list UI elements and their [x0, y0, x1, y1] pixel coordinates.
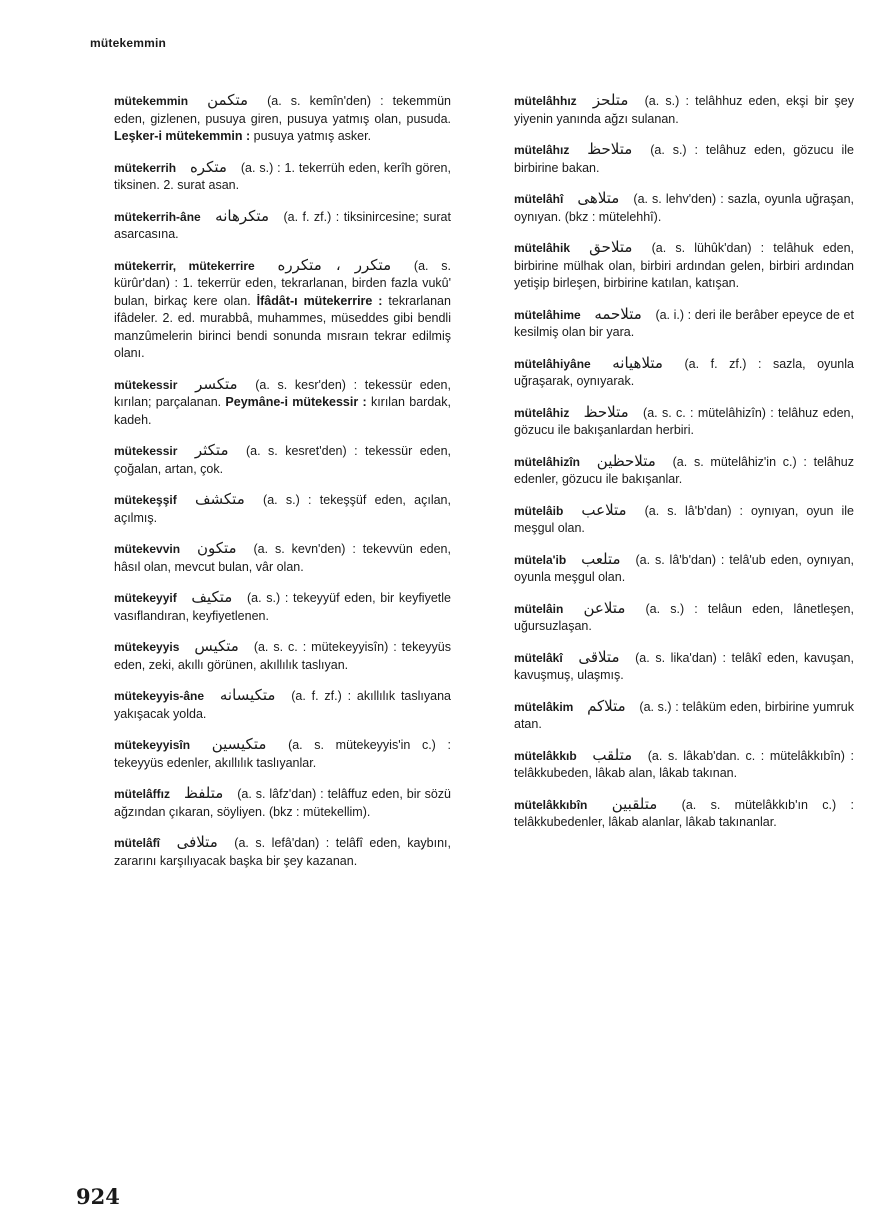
entry-definition: (a. s. lâ'b'dan) : telâ'ub eden, oynıyan, oyunla meşgul olan. — [514, 552, 854, 584]
entry-arabic-script: متكون — [196, 539, 237, 557]
entry-arabic-script: متلاحظ — [587, 140, 633, 158]
entry-definition: (a. f. zf.) : tiksinircesine; surat asarcasına. — [114, 209, 451, 241]
dictionary-entry — [478, 141, 854, 177]
dictionary-entry — [78, 491, 451, 527]
dictionary-entry — [78, 638, 451, 674]
entry-arabic-script: متلعب — [581, 549, 621, 568]
dictionary-entry — [78, 208, 451, 244]
entry-definition: (a. i.) : deri ile berâber epeyce de et kesilmiş olan bir yara. — [514, 307, 854, 339]
entry-definition: (a. s.) : tekeyyüf eden, bir keyfiyetle vasıflandıran, keyfiyetlenen. — [114, 591, 451, 623]
dictionary-entry — [78, 785, 451, 821]
running-title: mütekemmin — [90, 36, 167, 50]
entry-definition: (a. s. lâfz'dan) : telâffuz eden, bir sözü ağzından çıkaran, söyliyen. (bkz : mütekellim). — [114, 787, 451, 819]
entry-arabic-script: متكمن — [207, 91, 249, 109]
entry-example-meaning: tekrarlanan ifâdeler. 2. ed. murabbâ, muhammes, müseddes gibi bendli manzûmelerin birinci bendi sonunda mısraın tekrar edilmiş olanı. — [114, 293, 451, 360]
dictionary-entry — [78, 834, 451, 870]
entry-definition: (a. s.) : 1. tekerrüh eden, kerîh gören, tiksinen. 2. surat asan. — [114, 160, 451, 192]
entry-arabic-script: متكرر ، متكرره — [277, 255, 392, 274]
entry-arabic-script: متلاقى — [578, 647, 620, 666]
entry-headword: mütelâib — [514, 503, 564, 518]
dictionary-entry — [478, 190, 854, 226]
entry-arabic-script: متكثر — [194, 441, 229, 459]
dictionary-entry — [78, 159, 451, 195]
entry-arabic-script: متلاحظ — [583, 402, 629, 421]
entry-example-meaning: pusuya yatmış asker. — [253, 129, 372, 143]
entry-headword: mütekemmin — [114, 94, 189, 108]
entry-definition: (a. s. lâ'b'dan) : oynıyan, oyun ile meşgul olan. — [514, 503, 854, 535]
entry-definition: (a. s.) : telâhhuz eden, ekşi bir şey yiyenin yanında ağzı sulanan. — [514, 94, 854, 126]
entry-example-meaning: kırılan bardak, kadeh. — [114, 395, 451, 427]
entry-definition: (a. s. kürûr'dan) : 1. tekerrür eden, tekrarlanan, birden fazla vukû' bulan, birkaç kere olan. — [114, 258, 451, 308]
dictionary-entry — [478, 502, 854, 538]
entry-headword: mütekerrih-âne — [114, 209, 201, 224]
dictionary-entry — [478, 239, 854, 293]
entry-definition: (a. s. lâkab'dan. c. : mütelâkkıbîn) : telâkkubeden, lâkab alan, lâkab takınan. — [514, 748, 854, 780]
entry-definition: (a. f. zf.) : sazla, oyunla uğraşarak, oynıyarak. — [514, 356, 854, 388]
dictionary-entry — [78, 736, 451, 772]
entry-headword: mütekessir — [114, 377, 178, 392]
entry-arabic-script: متلفظ — [183, 784, 224, 802]
entry-headword: mütela'ib — [514, 552, 567, 567]
entry-arabic-script: متلقب — [592, 745, 633, 764]
entry-headword: mütelâfî — [114, 836, 161, 850]
entry-definition: (a. s. lefâ'dan) : telâfî eden, kaybını, zararını karşılıyacak başka bir şey kazanan. — [114, 836, 451, 868]
entry-arabic-script: متلاحظين — [596, 451, 656, 470]
entry-headword: mütelâhiyâne — [514, 356, 591, 371]
entry-headword: mütelâkkıbîn — [514, 797, 588, 812]
entry-headword: mütekeyyis — [114, 640, 180, 654]
dictionary-entry — [478, 453, 854, 489]
entry-definition: (a. s. lika'dan) : telâkî eden, kavuşan, kavuşmuş, ulaşmış. — [514, 650, 854, 682]
dictionary-entry — [478, 649, 854, 685]
entry-arabic-script: متلاحق — [589, 238, 633, 256]
entry-definition: (a. s.) : telâhuz eden, gözucu ile birbirine bakan. — [514, 143, 855, 175]
dictionary-entry — [78, 257, 451, 363]
entry-headword: mütekevvin — [114, 542, 181, 556]
entry-definition: (a. s. mütelâkkıb'ın c.) : telâkkubedenler, lâkab alanlar, lâkab takınanlar. — [514, 797, 854, 829]
entry-headword: mütelâhizîn — [514, 454, 581, 469]
entry-definition: (a. s. mütelâhiz'in c.) : telâhuz edenler, gözucu ile bakışanlar. — [514, 454, 854, 486]
left-column — [78, 92, 451, 883]
entry-definition: (a. s.) : telâun eden, lânetleşen, uğursuzlaşan. — [514, 601, 854, 633]
entry-arabic-script: متلاهيانه — [612, 353, 663, 372]
entry-headword: mütelâkî — [514, 650, 563, 665]
dictionary-entry — [78, 92, 451, 146]
dictionary-entry — [478, 551, 854, 587]
entry-arabic-script: متلحز — [592, 91, 629, 109]
dictionary-entry — [478, 92, 854, 128]
entry-headword: mütekessir — [114, 444, 178, 458]
entry-arabic-script: متكيس — [194, 637, 239, 655]
entry-arabic-script: متلاعب — [581, 500, 627, 519]
entry-arabic-script: متكسر — [195, 374, 238, 393]
entry-definition: (a. s. c. : mütekeyyisîn) : tekeyyüs eden, zeki, akıllı görünen, akıllılık taslıyan. — [114, 640, 451, 672]
entry-definition: (a. s. c. : mütelâhizîn) : telâhuz eden, gözucu ile bakışanlardan herbiri. — [514, 405, 854, 437]
dictionary-entry — [478, 747, 854, 783]
entry-example-phrase: Leşker-i mütekemmin : — [114, 129, 251, 143]
entry-definition: (a. s. lühûk'dan) : telâhuk eden, birbirine mülhak olan, birbiri ardından gelen, birbiri ardından yetişip birleşen, birbirine katılan, katışan. — [514, 241, 854, 290]
entry-definition: (a. f. zf.) : akıllılık taslıyana yakışacak yolda. — [114, 689, 451, 721]
dictionary-entry — [478, 698, 854, 734]
entry-headword: mütekeyyisîn — [114, 738, 191, 752]
entry-definition: (a. s. lehv'den) : sazla, oyunla uğraşan, oynıyan. (bkz : mütelehhî). — [514, 192, 854, 224]
entry-headword: mütelâkkıb — [514, 748, 577, 763]
entry-arabic-script: متلاكم — [587, 696, 626, 715]
entry-definition: (a. s.) : tekeşşüf eden, açılan, açılmış. — [114, 493, 451, 525]
entry-example-phrase: Peymâne-i mütekessir : — [225, 395, 367, 409]
entry-arabic-script: متكيسانه — [219, 686, 276, 704]
entry-definition: (a. s.) : telâküm eden, birbirine yumruk atan. — [514, 699, 854, 731]
entry-headword: mütelâhî — [514, 192, 564, 206]
entry-arabic-script: متلقبين — [611, 794, 658, 813]
right-column — [478, 92, 854, 845]
entry-headword: mütekerrih — [114, 160, 177, 175]
entry-headword: mütelâhime — [514, 307, 581, 322]
entry-headword: mütekeyyis-âne — [114, 689, 205, 703]
entry-example-phrase: İfâdât-ı mütekerrire : — [256, 293, 383, 308]
dictionary-entry — [478, 306, 854, 342]
dictionary-entry — [478, 404, 854, 440]
entry-headword: mütekerrir, mütekerrire — [114, 258, 255, 273]
page-number: 924 — [76, 1184, 120, 1209]
dictionary-entry — [78, 540, 451, 576]
entry-definition: (a. s. kemîn'den) : tekemmün eden, gizlenen, pusuya giren, pusuya yatmış olan, pusuda. — [114, 94, 451, 126]
entry-arabic-script: متلاحمه — [594, 304, 642, 323]
dictionary-entry — [478, 600, 854, 636]
dictionary-entry — [78, 442, 451, 478]
entry-arabic-script: متلاعن — [583, 598, 626, 617]
dictionary-entry — [78, 687, 451, 723]
entry-headword: mütelâhız — [514, 143, 570, 157]
entry-headword: mütelâin — [514, 601, 564, 616]
dictionary-entry — [478, 796, 854, 832]
entry-definition: (a. s. mütekeyyis'in c.) : tekeyyüs edenler, akıllılık taslıyanlar. — [114, 738, 451, 770]
entry-headword: mütekeşşif — [114, 493, 177, 507]
entry-arabic-script: متكيسين — [211, 735, 267, 753]
entry-headword: mütelâffız — [114, 787, 171, 801]
dictionary-entry — [78, 376, 451, 430]
entry-arabic-script: متلاهى — [577, 189, 620, 207]
entry-arabic-script: متكيف — [191, 588, 233, 606]
entry-definition: (a. s. kevn'den) : tekevvün eden, hâsıl olan, mevcut bulan, vâr olan. — [114, 542, 451, 574]
entry-arabic-script: متكشف — [194, 490, 245, 508]
entry-headword: mütekeyyif — [114, 591, 177, 605]
entry-headword: mütelâhiz — [514, 405, 570, 420]
dictionary-entry — [78, 589, 451, 625]
entry-definition: (a. s. kesret'den) : tekessür eden, çoğalan, artan, çok. — [114, 444, 451, 476]
entry-headword: mütelâhik — [514, 241, 571, 255]
entry-arabic-script: متلافى — [176, 833, 218, 851]
entry-arabic-script: متكره — [189, 157, 227, 176]
entry-headword: mütelâkim — [514, 699, 574, 714]
dictionary-entry — [478, 355, 854, 391]
entry-headword: mütelâhhız — [514, 94, 577, 108]
entry-definition: (a. s. kesr'den) : tekessür eden, kırılan; parçalanan. — [114, 377, 451, 409]
entry-arabic-script: متكرهانه — [215, 206, 269, 225]
